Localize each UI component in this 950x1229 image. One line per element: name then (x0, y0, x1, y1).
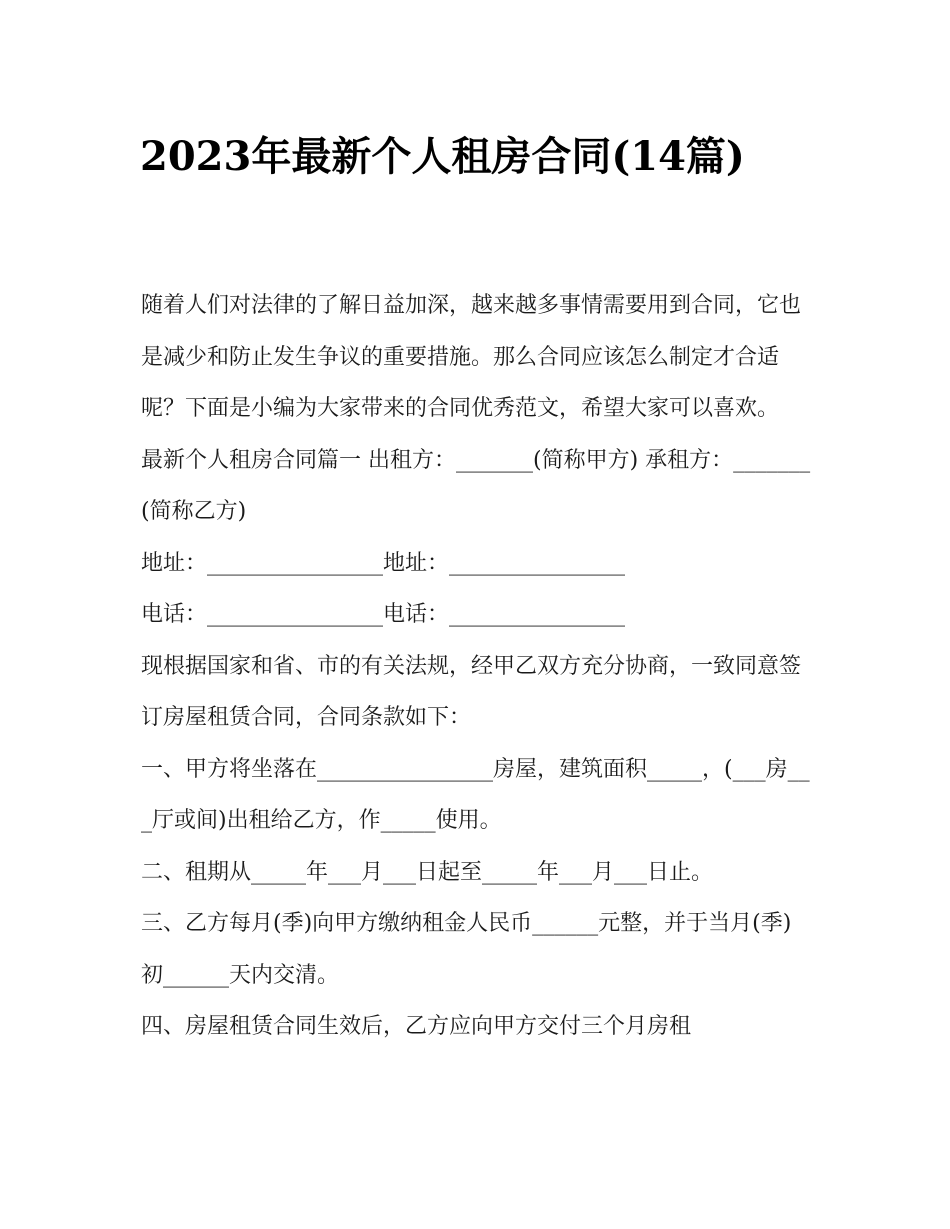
clause-4: 四、房屋租赁合同生效后，乙方应向甲方交付三个月房租 (141, 1014, 692, 1039)
document-body (141, 280, 811, 1053)
phone-line: 电话：________________电话：________________ (141, 602, 626, 627)
clause-3: 三、乙方每月(季)向甲方缴纳租金人民币______元整，并于当月(季)初______天内交清。 (141, 911, 792, 988)
address-line: 地址：________________地址：________________ (141, 550, 626, 576)
clause-1: 一、甲方将坐落在________________房屋，建筑面积_____，(___房___厅或间)出租给乙方，作_____使用。 (141, 756, 810, 833)
intro-paragraph: 随着人们对法律的了解日益加深，越来越多事情需要用到合同，它也是减少和防止发生争议的重要措施。那么合同应该怎么制定才合适呢？下面是小编为大家带来的合同优秀范文，希望大家可以喜欢。 (141, 293, 802, 421)
agreement-paragraph: 现根据国家和省、市的有关法规，经甲乙双方充分协商，一致同意签订房屋租赁合同，合同条款如下： (141, 653, 802, 730)
document-title: 2023年最新个人租房合同(14篇) (140, 133, 745, 180)
parties-paragraph: 最新个人租房合同篇一 出租方：_______(简称甲方) 承租方：_______(简称乙方) (141, 447, 811, 524)
clause-2: 二、租期从_____年___月___日起至_____年___月___日止。 (141, 859, 714, 885)
